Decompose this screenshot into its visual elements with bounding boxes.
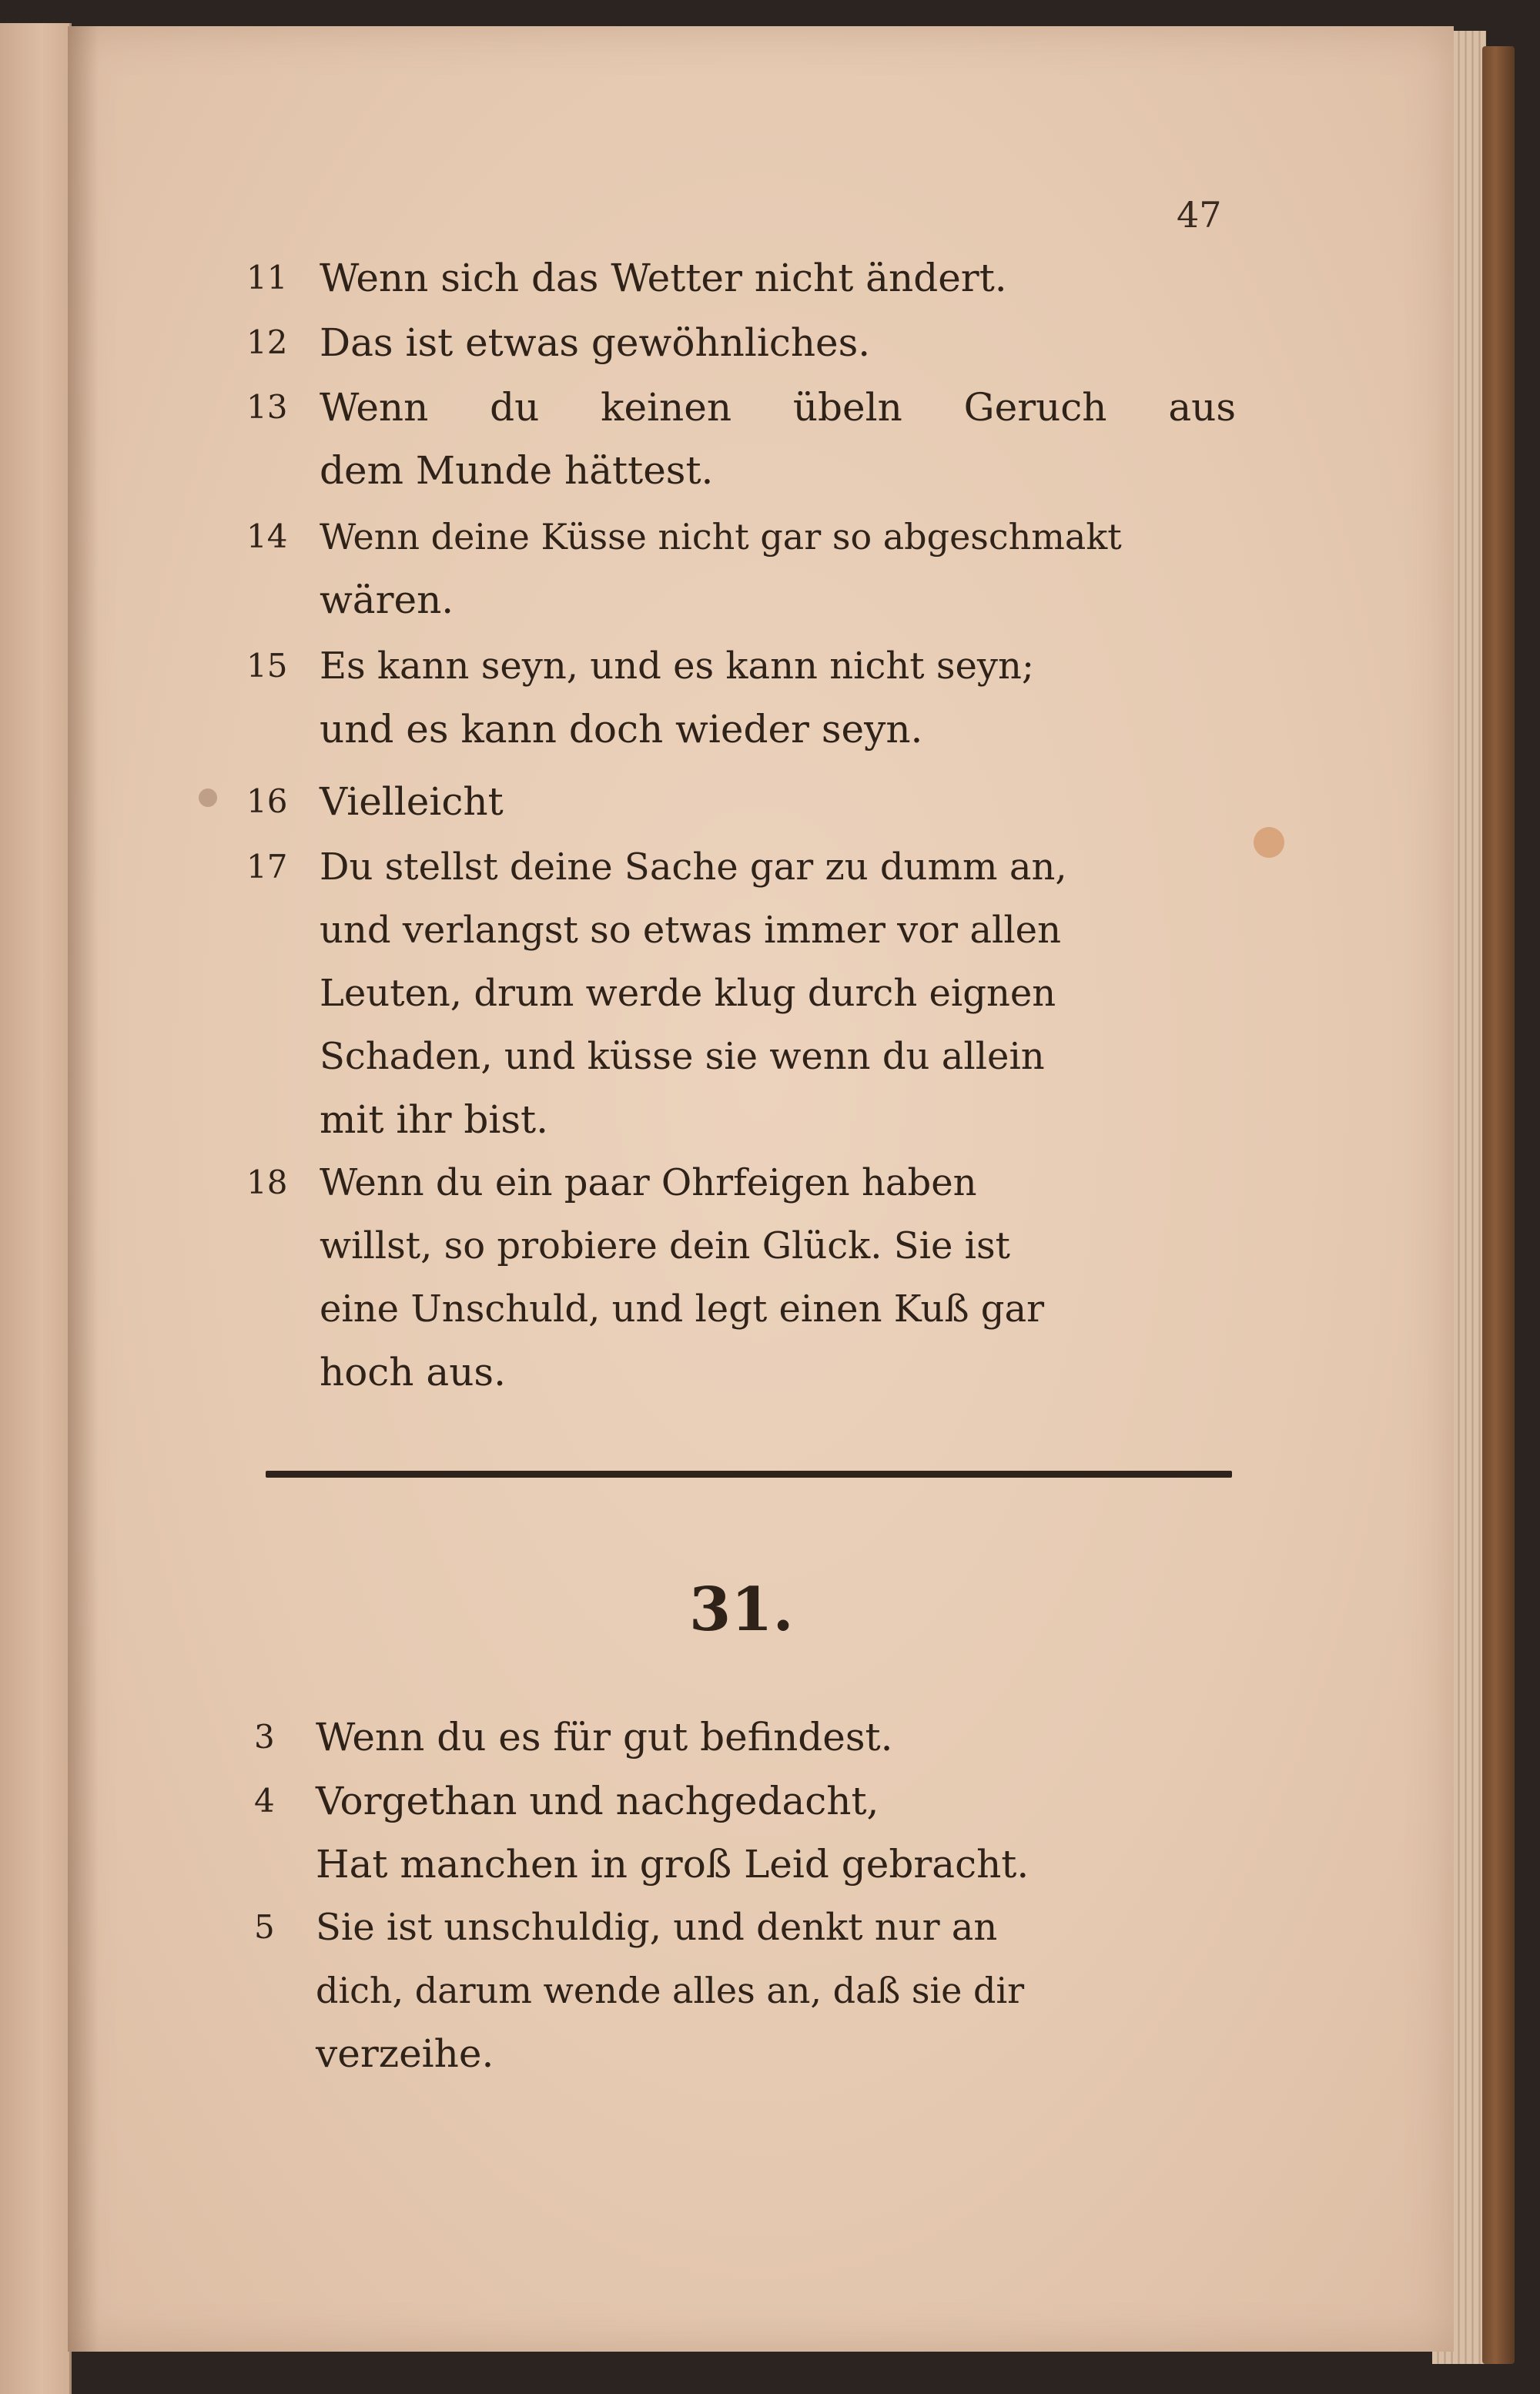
page-number: 47 — [1177, 194, 1222, 236]
entry-line: willst, so probiere dein Glück. Sie ist — [320, 1224, 1010, 1267]
entry-number: 15 — [246, 647, 288, 685]
entry-line: Wenn du es für gut befindest. — [316, 1715, 893, 1760]
entry-line: und es kann doch wieder seyn. — [320, 707, 923, 752]
entry-line: dem Munde hättest. — [320, 448, 714, 493]
entry-number: 3 — [254, 1718, 275, 1756]
entry-line: verzeihe. — [316, 2031, 494, 2076]
entry-line: Wenn du keinen übeln Geruch aus — [320, 385, 1236, 430]
entry-line: wären. — [320, 578, 454, 622]
entry-line: hoch aus. — [320, 1350, 506, 1395]
entry-line: eine Unschuld, und legt einen Kuß gar — [320, 1287, 1045, 1331]
entry-number: 16 — [246, 782, 288, 820]
entry-line: Sie ist unschuldig, und denkt nur an — [316, 1906, 998, 1949]
entry-line: Hat manchen in groß Leid gebracht. — [316, 1842, 1029, 1887]
entry-number: 18 — [246, 1164, 288, 1201]
stain-mark — [199, 789, 217, 807]
entry-line: Schaden, und küsse sie wenn du allein — [320, 1035, 1045, 1078]
entry-line: Das ist etwas gewöhnliches. — [320, 320, 871, 365]
entry-line: Vorgethan und nachgedacht, — [316, 1779, 879, 1823]
entry-line: Wenn deine Küsse nicht gar so abgeschmakt — [320, 516, 1122, 557]
book-cover-edge — [1482, 46, 1515, 2364]
entry-line: dich, darum wende alles an, daß sie dir — [316, 1970, 1025, 2011]
entry-number: 14 — [246, 517, 288, 555]
entry-line: Vielleicht — [320, 779, 504, 824]
entry-number: 17 — [246, 848, 288, 886]
entry-line: Es kann seyn, und es kann nicht seyn; — [320, 645, 1035, 688]
entry-number: 5 — [254, 1908, 275, 1946]
entry-line: und verlangst so etwas immer vor allen — [320, 909, 1061, 952]
stain-mark — [1254, 827, 1284, 858]
entry-number: 11 — [246, 259, 288, 296]
entry-number: 12 — [246, 323, 288, 361]
previous-page-edge — [0, 23, 72, 2394]
section-divider — [266, 1471, 1232, 1478]
entry-line: mit ihr bist. — [320, 1097, 549, 1142]
entry-number: 13 — [246, 388, 288, 426]
entry-line: Wenn sich das Wetter nicht ändert. — [320, 256, 1007, 300]
section-number: 31. — [689, 1575, 794, 1645]
entry-line: Du stellst deine Sache gar zu dumm an, — [320, 845, 1067, 889]
entry-line: Leuten, drum werde klug durch eignen — [320, 972, 1056, 1015]
entry-line: Wenn du ein paar Ohrfeigen haben — [320, 1161, 977, 1204]
entry-number: 4 — [254, 1782, 275, 1820]
gutter-shadow — [68, 26, 99, 2352]
